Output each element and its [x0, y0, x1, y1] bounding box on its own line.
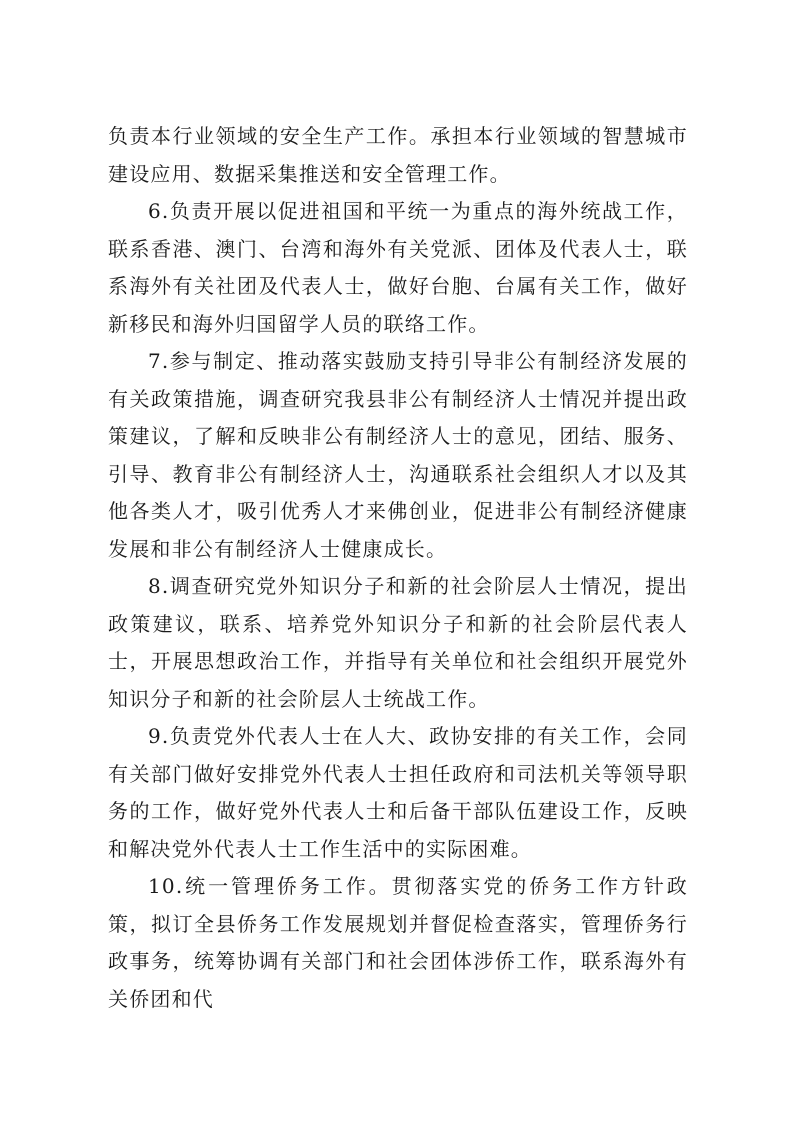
paragraph-item-6: 6.负责开展以促进祖国和平统一为重点的海外统战工作，联系香港、澳门、台湾和海外有关党派、团体及代表人士，联系海外有关社团及代表人士，做好台胞、台属有关工作，做好新移民和海外归国留学人员的联络工作。 [108, 199, 688, 336]
paragraph-item-9: 9.负责党外代表人士在人大、政协安排的有关工作，会同有关部门做好安排党外代表人士担任政府和司法机关等领导职务的工作，做好党外代表人士和后备干部队伍建设工作，反映和解决党外代表人士工作生活中的实际困难。 [108, 724, 688, 861]
paragraph-continuation: 负责本行业领域的安全生产工作。承担本行业领域的智慧城市建设应用、数据采集推送和安全管理工作。 [108, 124, 688, 186]
document-body [108, 118, 688, 1018]
paragraph-item-8: 8.调查研究党外知识分子和新的社会阶层人士情况，提出政策建议，联系、培养党外知识分子和新的社会阶层代表人士，开展思想政治工作，并指导有关单位和社会组织开展党外知识分子和新的社会阶层人士统战工作。 [108, 574, 688, 711]
paragraph-item-10: 10.统一管理侨务工作。贯彻落实党的侨务工作方针政策，拟订全县侨务工作发展规划并督促检查落实，管理侨务行政事务，统筹协调有关部门和社会团体涉侨工作，联系海外有关侨团和代 [108, 874, 688, 1011]
paragraph-item-7: 7.参与制定、推动落实鼓励支持引导非公有制经济发展的有关政策措施，调查研究我县非公有制经济人士情况并提出政策建议，了解和反映非公有制经济人士的意见，团结、服务、引导、教育非公有制经济人士，沟通联系社会组织人才以及其他各类人才，吸引优秀人才来佛创业，促进非公有制经济健康发展和非公有制经济人士健康成长。 [108, 349, 688, 561]
